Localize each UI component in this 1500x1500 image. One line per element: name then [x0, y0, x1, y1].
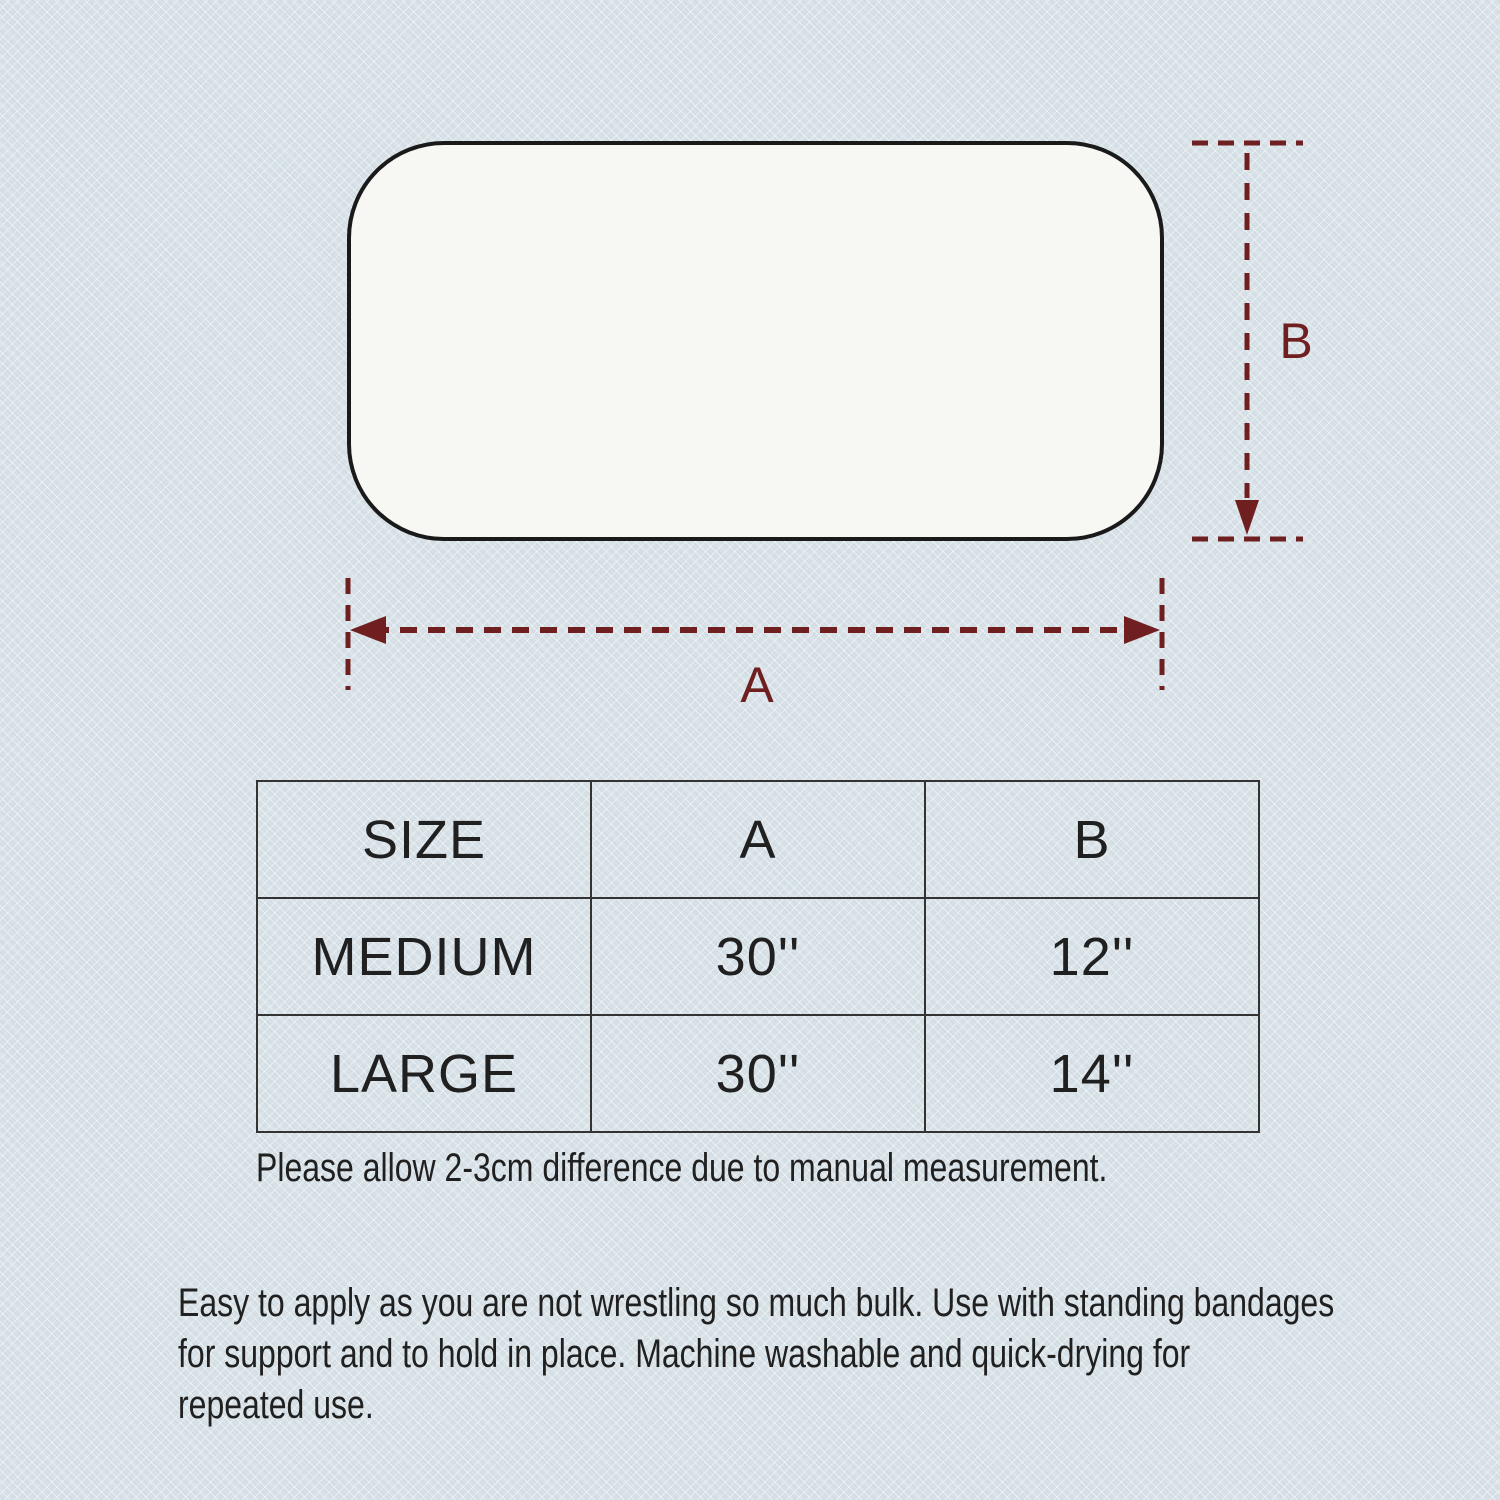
size-table-cell-large: LARGE [257, 1015, 591, 1132]
dim-b-label: B [1279, 313, 1313, 369]
dim-a-label: A [740, 657, 774, 713]
size-table-header-row [257, 781, 1259, 898]
size-table-header-size: SIZE [257, 781, 591, 898]
size-table [256, 780, 1260, 1133]
size-table-header-a: A [591, 781, 925, 898]
size-table-cell-medium-b: 12'' [925, 898, 1259, 1015]
size-table-cell-large-b: 14'' [925, 1015, 1259, 1132]
description-line: repeated use. [178, 1383, 374, 1427]
measurement-note: Please allow 2-3cm difference due to manual measurement. [256, 1146, 1108, 1190]
product-description [178, 1278, 1500, 1431]
dimension-a [348, 578, 1162, 713]
size-table-cell-medium: MEDIUM [257, 898, 591, 1015]
size-table-cell-large-a: 30'' [591, 1015, 925, 1132]
size-table-header-b: B [925, 781, 1259, 898]
table-row [257, 1015, 1259, 1132]
description-line: Easy to apply as you are not wrestling so much bulk. Use with standing bandages [178, 1281, 1335, 1325]
dim-a-arrowhead-left-icon [350, 616, 386, 644]
product-outline-shape [349, 143, 1162, 539]
description-line: for support and to hold in place. Machine washable and quick-drying for [178, 1332, 1191, 1376]
table-row [257, 898, 1259, 1015]
dim-a-arrowhead-right-icon [1124, 616, 1160, 644]
dim-b-arrowhead-down-icon [1235, 500, 1259, 535]
size-table-cell-medium-a: 30'' [591, 898, 925, 1015]
dimension-b [1192, 143, 1313, 539]
